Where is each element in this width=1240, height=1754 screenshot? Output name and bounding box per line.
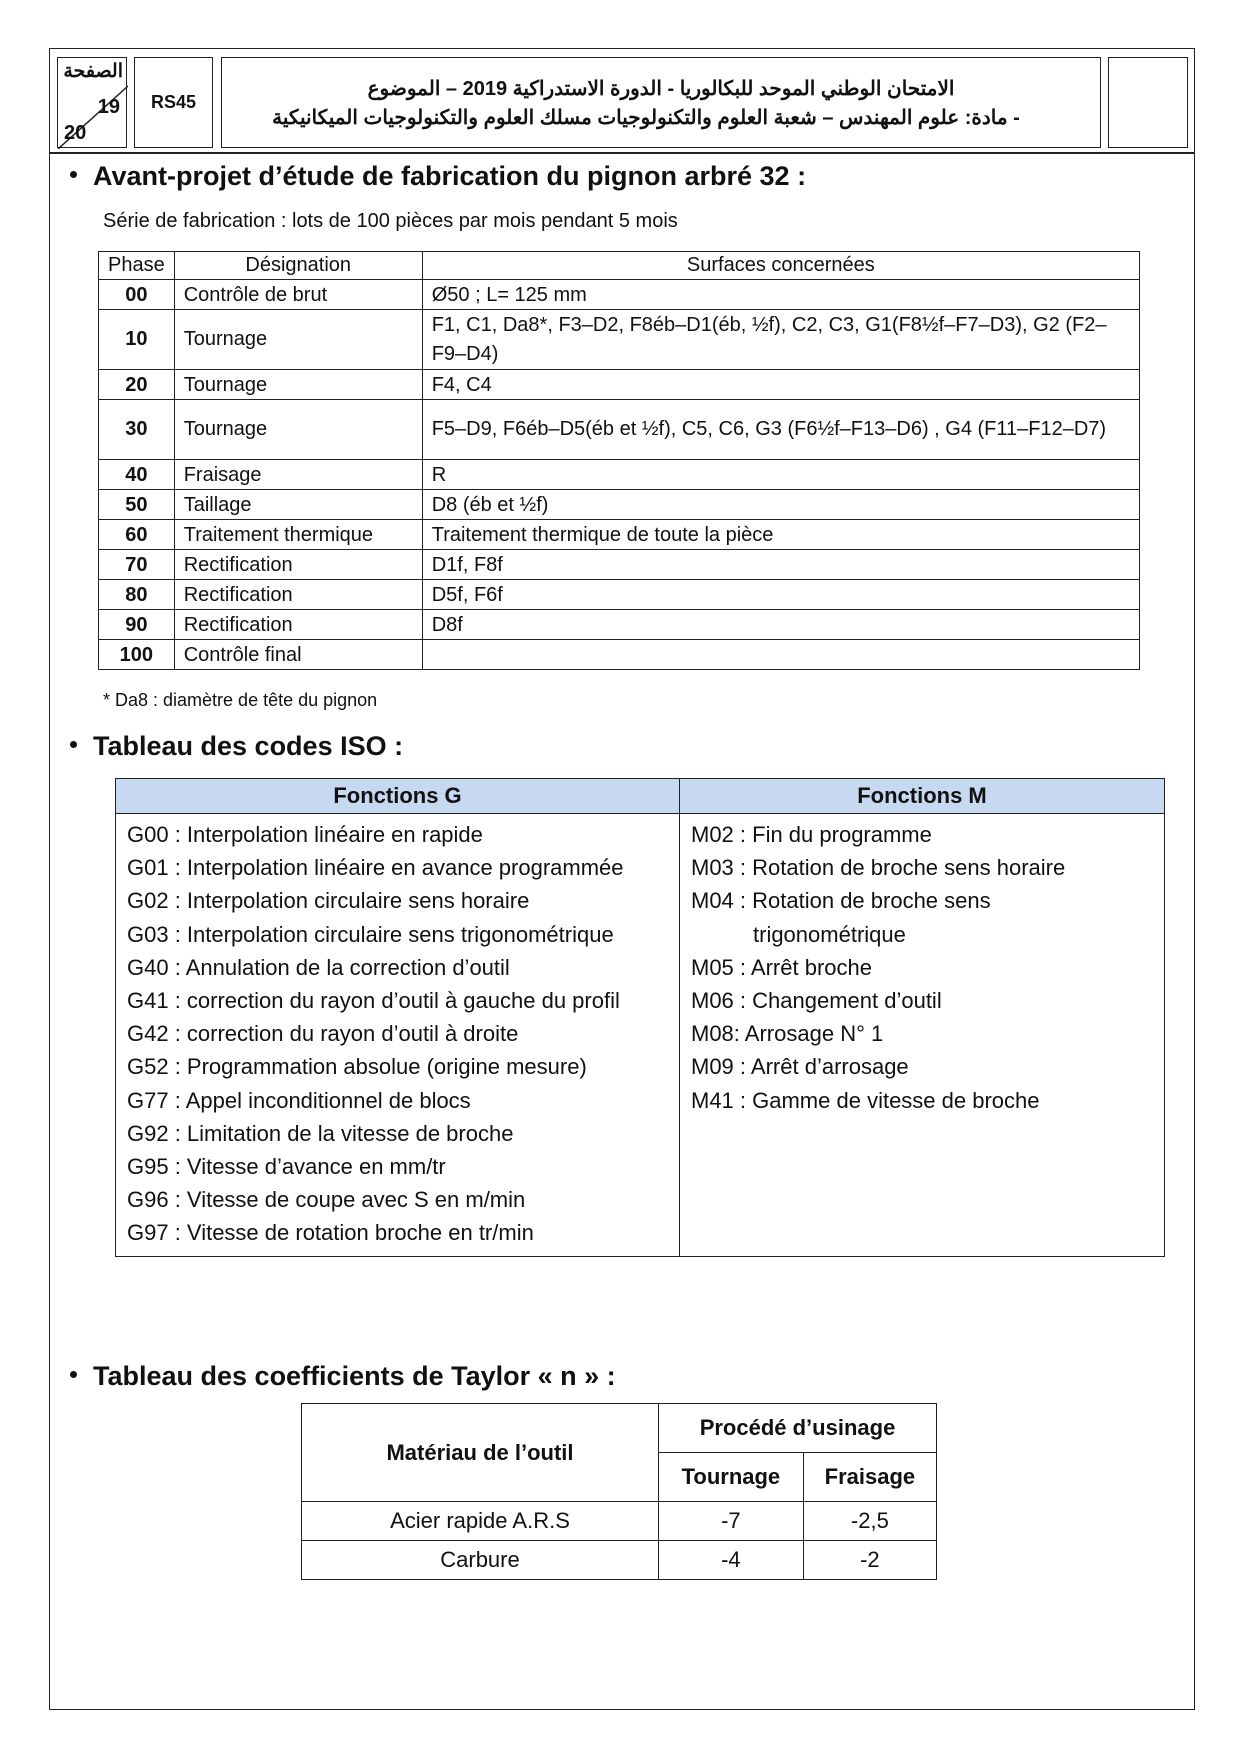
designation-cell: Rectification [174,550,422,580]
phase-cell: 50 [99,490,175,520]
table-header-row [99,252,1140,280]
list-item: G77 : Appel inconditionnel de blocs [127,1087,471,1113]
list-item: G02 : Interpolation circulaire sens horaire [127,888,530,914]
page-label: الصفحة [63,61,123,82]
bullet-icon [70,1371,77,1378]
designation-cell: Fraisage [174,460,422,490]
page-total: 20 [64,122,87,144]
table-row [99,610,1140,640]
phase-cell: 20 [99,370,175,400]
tournage-cell: -7 [659,1502,804,1541]
section-title-taylor: Tableau des coefficients de Taylor « n » : [70,1361,616,1392]
bullet-icon [70,741,77,748]
designation-cell: Contrôle final [174,640,422,670]
list-item: G96 : Vitesse de coupe avec S en m/min [127,1187,526,1213]
fraisage-cell: -2 [803,1541,936,1580]
table-row [99,460,1140,490]
designation-cell: Tournage [174,370,422,400]
col-tournage: Tournage [659,1453,804,1502]
surfaces-cell: D5f, F6f [422,580,1139,610]
surfaces-cell: R [422,460,1139,490]
list-item: M03 : Rotation de broche sens horaire [691,855,1066,881]
empty-box [1108,57,1188,148]
list-item: G42 : correction du rayon d’outil à droite [127,1021,519,1047]
list-item: G41 : correction du rayon d’outil à gauche du profil [127,988,620,1014]
exam-title [221,57,1101,148]
surfaces-cell: Ø50 ; L= 125 mm [422,280,1139,310]
phase-cell: 100 [99,640,175,670]
exam-code: RS45 [134,57,213,148]
designation-cell: Rectification [174,610,422,640]
col-material: Matériau de l’outil [302,1404,659,1502]
col-designation: Désignation [174,252,422,280]
phase-cell: 60 [99,520,175,550]
header-separator [49,152,1195,154]
table-row [99,550,1140,580]
page-number-box [57,57,127,148]
surfaces-cell: Traitement thermique de toute la pièce [422,520,1139,550]
table-row [116,814,1165,1257]
iso-codes-table [115,778,1165,1257]
table-row [99,520,1140,550]
section-title-iso: Tableau des codes ISO : [70,731,403,762]
surfaces-cell: D8f [422,610,1139,640]
table-row [99,490,1140,520]
designation-cell: Rectification [174,580,422,610]
table-row [302,1541,937,1580]
designation-cell: Tournage [174,400,422,460]
list-item: M41 : Gamme de vitesse de broche [691,1087,1040,1113]
designation-cell: Tournage [174,310,422,370]
phase-cell: 00 [99,280,175,310]
list-item: G40 : Annulation de la correction d’outil [127,954,510,980]
table-row [302,1502,937,1541]
exam-title-line2: - مادة: علوم المهندس – شعبة العلوم والتكنولوجيات مسلك العلوم والتكنولوجيات الميكانيكية [272,107,1020,129]
taylor-table [301,1403,937,1580]
col-process: Procédé d’usinage [659,1404,937,1453]
phase-cell: 70 [99,550,175,580]
list-item: M06 : Changement d’outil [691,988,942,1014]
footnote-da8: * Da8 : diamètre de tête du pignon [103,690,378,710]
surfaces-cell: D8 (éb et ½f) [422,490,1139,520]
col-g-functions: Fonctions G [116,779,680,814]
page-number: 19 [97,96,120,118]
list-item: G52 : Programmation absolue (origine mesure) [127,1054,587,1080]
phase-cell: 90 [99,610,175,640]
section-title-fabrication: Avant-projet d’étude de fabrication du pignon arbré 32 : [70,161,806,192]
phase-cell: 30 [99,400,175,460]
list-item: M05 : Arrêt broche [691,954,872,980]
table-row [99,310,1140,370]
table-row [99,580,1140,610]
list-item: G92 : Limitation de la vitesse de broche [127,1120,514,1146]
serie-text: Série de fabrication : lots de 100 pièces par mois pendant 5 mois [103,210,678,232]
list-item: M09 : Arrêt d’arrosage [691,1054,909,1080]
material-cell: Acier rapide A.R.S [302,1502,659,1541]
table-row [99,640,1140,670]
phase-table [98,251,1140,670]
list-item: G01 : Interpolation linéaire en avance programmée [127,855,624,881]
table-row [99,400,1140,460]
designation-cell: Taillage [174,490,422,520]
col-surfaces: Surfaces concernées [422,252,1139,280]
table-row [99,370,1140,400]
list-item: G95 : Vitesse d’avance en mm/tr [127,1154,446,1180]
tournage-cell: -4 [659,1541,804,1580]
designation-cell: Traitement thermique [174,520,422,550]
table-header-row [302,1404,937,1453]
designation-cell: Contrôle de brut [174,280,422,310]
material-cell: Carbure [302,1541,659,1580]
list-item: M08: Arrosage N° 1 [691,1021,884,1047]
fraisage-cell: -2,5 [803,1502,936,1541]
surfaces-cell: D1f, F8f [422,550,1139,580]
list-item: G97 : Vitesse de rotation broche en tr/min [127,1220,534,1246]
surfaces-cell: F4, C4 [422,370,1139,400]
table-row [99,280,1140,310]
list-item-continuation: trigonométrique [753,921,906,947]
phase-cell: 10 [99,310,175,370]
surfaces-cell [422,640,1139,670]
list-item: M04 : Rotation de broche sens [691,888,991,914]
phase-cell: 80 [99,580,175,610]
table-header-row [116,779,1165,814]
list-item: M02 : Fin du programme [691,822,932,847]
surfaces-cell: F1, C1, Da8*, F3–D2, F8éb–D1(éb, ½f), C2, C3, G1(F8½f–F7–D3), G2 (F2–F9–D4) [422,310,1139,370]
list-item: G03 : Interpolation circulaire sens trigonométrique [127,921,614,947]
col-m-functions: Fonctions M [680,779,1165,814]
col-fraisage: Fraisage [803,1453,936,1502]
exam-title-line1: الامتحان الوطني الموحد للبكالوريا - الدورة الاستدراكية 2019 – الموضوع [367,78,955,100]
phase-cell: 40 [99,460,175,490]
surfaces-cell: F5–D9, F6éb–D5(éb et ½f), C5, C6, G3 (F6½f–F13–D6) , G4 (F11–F12–D7) [422,400,1139,460]
list-item: G00 : Interpolation linéaire en rapide [127,822,483,847]
m-functions-cell [680,814,1165,1257]
g-functions-cell [116,814,680,1257]
col-phase: Phase [99,252,175,280]
bullet-icon [70,171,77,178]
